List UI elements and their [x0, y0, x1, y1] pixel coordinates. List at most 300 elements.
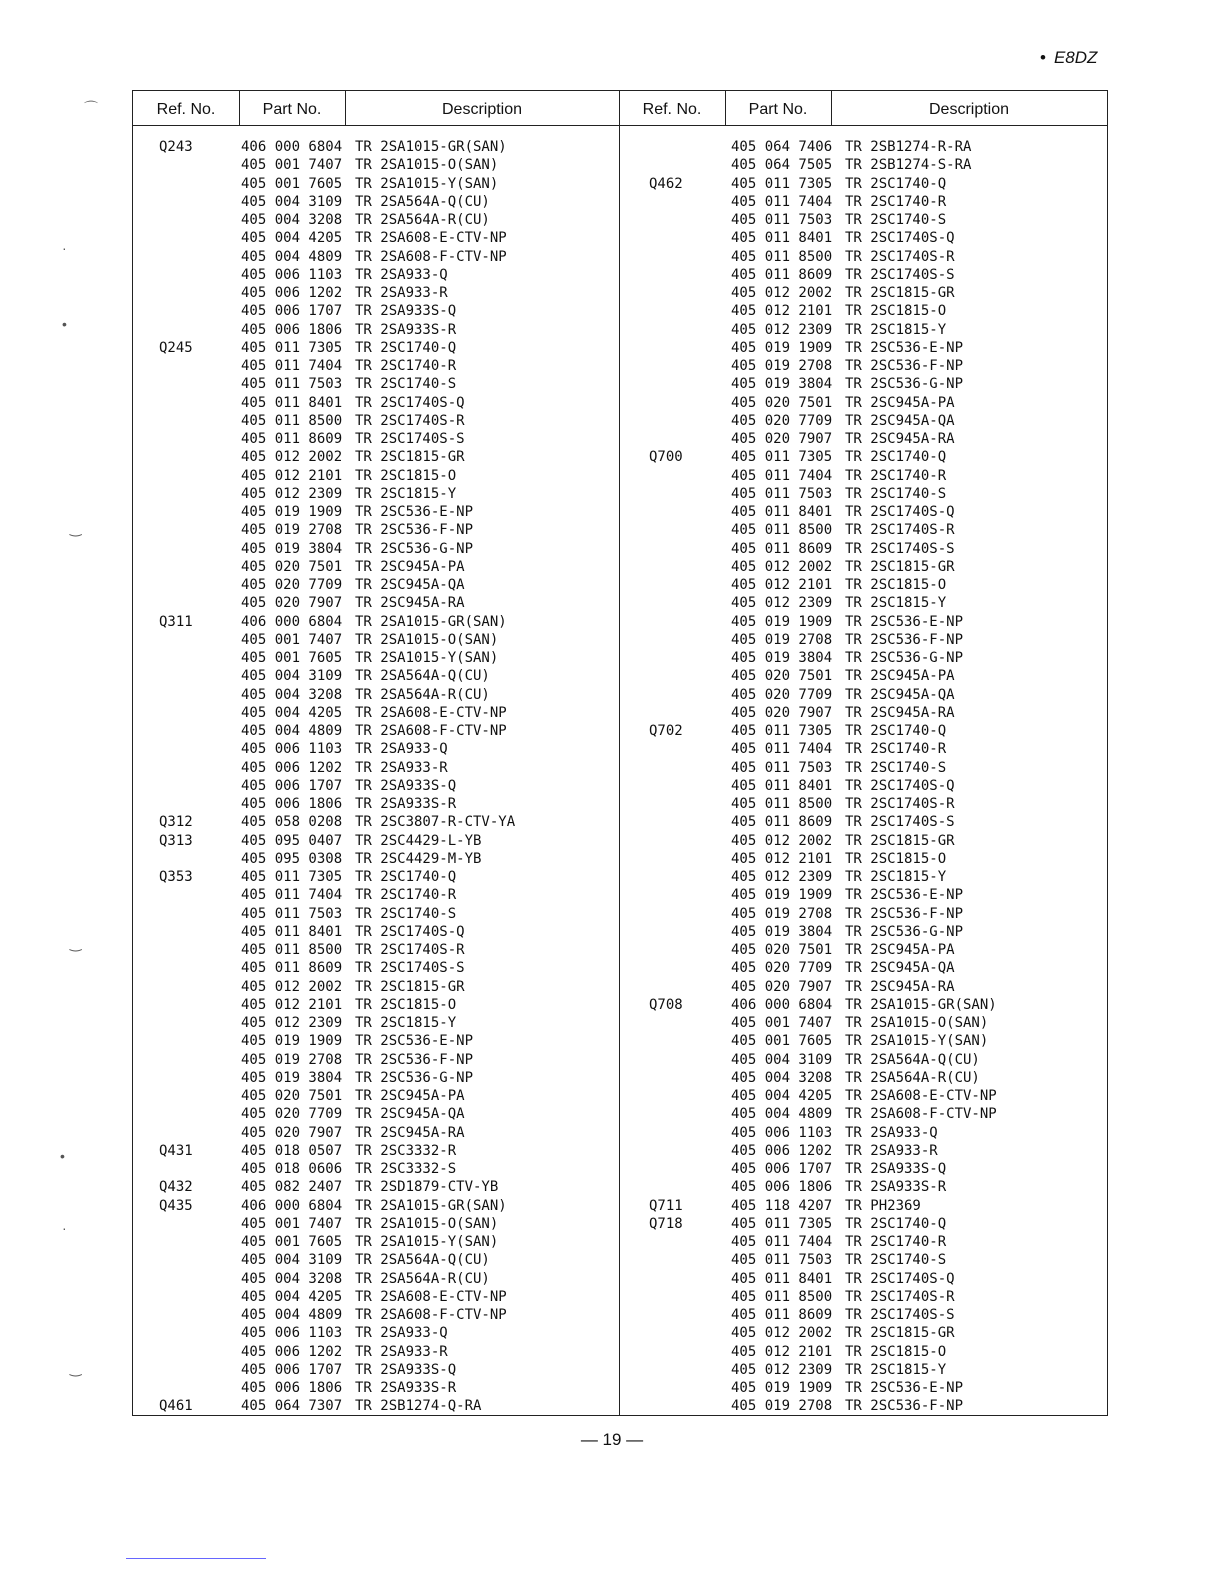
- table-row: [133, 558, 619, 576]
- table-row: [619, 1014, 1107, 1032]
- part-no: 405 006 1202: [241, 285, 343, 301]
- ref-no: Q432: [159, 1179, 193, 1196]
- description: TR 2SC1815-GR: [845, 558, 955, 575]
- description: TR 2SC1740-S: [355, 905, 457, 922]
- table-row: [619, 448, 1107, 466]
- left-rows: [133, 138, 619, 1416]
- table-row: [619, 1251, 1107, 1269]
- description: TR 2SC536-E-NP: [355, 504, 474, 520]
- part-no: 405 011 8500: [241, 942, 343, 958]
- part-no: 405 004 4205: [241, 230, 343, 247]
- part-no: 405 006 1806: [731, 1179, 833, 1196]
- ref-no: Q718: [649, 1215, 683, 1232]
- part-no: 405 118 4207: [731, 1197, 833, 1214]
- description: TR 2SC1815-Y: [355, 485, 457, 502]
- table-row: [619, 1160, 1107, 1178]
- table-row: [619, 412, 1107, 430]
- description: TR 2SA1015-Y(SAN): [355, 175, 499, 192]
- description: TR 2SC536-G-NP: [845, 650, 964, 666]
- description: TR 2SC1815-O: [355, 467, 457, 484]
- description: TR 2SC945A-PA: [355, 1088, 465, 1104]
- description: TR 2SC1740-Q: [355, 869, 457, 885]
- description: TR PH2369: [845, 1197, 921, 1214]
- description: TR 2SC1740-Q: [845, 723, 947, 739]
- description: TR 2SC945A-QA: [355, 577, 465, 593]
- description: TR 2SA933-R: [355, 1343, 448, 1360]
- table-row: [133, 302, 619, 320]
- part-no: 405 020 7907: [731, 978, 833, 995]
- part-no: 405 006 1806: [241, 796, 343, 812]
- part-no: 405 006 1103: [241, 1325, 343, 1342]
- table-row: [133, 467, 619, 485]
- description: TR 2SA1015-Y(SAN): [355, 650, 499, 666]
- part-no: 405 012 2002: [241, 449, 343, 466]
- scan-mark: ‿: [70, 935, 82, 951]
- description: TR 2SA1015-O(SAN): [355, 1215, 499, 1232]
- table-row: [619, 339, 1107, 357]
- table-row: [133, 193, 619, 211]
- table-row: [619, 1306, 1107, 1324]
- part-no: 405 019 1909: [241, 1033, 343, 1050]
- part-no: 405 004 4809: [241, 248, 343, 265]
- part-no: 405 018 0606: [241, 1161, 343, 1177]
- table-row: [619, 1397, 1107, 1415]
- ref-no: Q462: [649, 175, 683, 192]
- part-no: 406 000 6804: [241, 1197, 343, 1214]
- part-no: 405 020 7501: [731, 668, 833, 685]
- part-no: 405 012 2101: [731, 1343, 833, 1360]
- table-row: [619, 996, 1107, 1014]
- part-no: 405 019 2708: [731, 905, 833, 922]
- part-no: 405 020 7709: [731, 686, 833, 703]
- table-row: [619, 759, 1107, 777]
- table-row: [133, 941, 619, 959]
- description: TR 2SC945A-QA: [845, 412, 955, 429]
- part-no: 405 020 7907: [731, 431, 833, 447]
- table-row: [133, 1197, 619, 1215]
- description: TR 2SC1740S-R: [845, 248, 955, 265]
- description: TR 2SC1815-GR: [845, 832, 955, 849]
- part-no: 405 011 8609: [731, 814, 833, 831]
- part-no: 405 019 3804: [731, 650, 833, 666]
- description: TR 2SA933-R: [845, 1142, 938, 1159]
- part-no: 405 095 0308: [241, 850, 343, 867]
- table-row: [133, 448, 619, 466]
- description: TR 2SA1015-O(SAN): [355, 631, 499, 648]
- description: TR 2SA1015-O(SAN): [355, 157, 499, 174]
- table-row: [619, 740, 1107, 758]
- description: TR 2SC3807-R-CTV-YA: [355, 814, 516, 831]
- description: TR 2SC536-F-NP: [355, 1051, 474, 1068]
- table-row: [133, 886, 619, 904]
- table-row: [133, 795, 619, 813]
- description: TR 2SC945A-RA: [845, 978, 955, 995]
- table-row: [133, 1178, 619, 1196]
- part-no: 405 011 7305: [241, 869, 343, 885]
- table-row: [133, 321, 619, 339]
- description: TR 2SC945A-RA: [355, 595, 465, 612]
- table-row: [133, 1069, 619, 1087]
- part-no: 405 011 8609: [241, 431, 343, 447]
- part-no: 405 011 7503: [731, 485, 833, 502]
- table-row: [619, 777, 1107, 795]
- table-row: [133, 978, 619, 996]
- header-ref-right: Ref. No.: [642, 101, 702, 118]
- description: TR 2SC536-F-NP: [355, 522, 474, 539]
- table-row: [133, 1361, 619, 1379]
- part-no: 405 006 1202: [731, 1142, 833, 1159]
- table-row: [619, 266, 1107, 284]
- part-no: 405 012 2309: [241, 1015, 343, 1031]
- part-no: 405 012 2101: [241, 996, 343, 1013]
- part-no: 405 004 4809: [241, 723, 343, 739]
- description: TR 2SC1740S-S: [845, 540, 955, 557]
- table-row: [133, 1288, 619, 1306]
- description: TR 2SC1740-R: [845, 467, 947, 484]
- part-no: 405 019 1909: [241, 504, 343, 520]
- table-row: [619, 1215, 1107, 1233]
- description: TR 2SC536-F-NP: [845, 631, 964, 648]
- table-row: [619, 1178, 1107, 1196]
- part-no: 405 004 4205: [241, 1288, 343, 1305]
- part-no: 405 011 7305: [241, 339, 343, 356]
- description: TR 2SA933-R: [355, 759, 448, 776]
- description: TR 2SB1274-Q-RA: [355, 1398, 482, 1415]
- table-row: [619, 905, 1107, 923]
- table-row: [619, 978, 1107, 996]
- description: TR 2SC945A-RA: [355, 1124, 465, 1141]
- description: TR 2SC1740-Q: [355, 339, 457, 356]
- table-row: [133, 430, 619, 448]
- description: TR 2SC945A-PA: [845, 394, 955, 411]
- description: TR 2SC945A-QA: [355, 1106, 465, 1123]
- part-no: 405 012 2309: [731, 321, 833, 338]
- table-row: [133, 394, 619, 412]
- table-row: [619, 540, 1107, 558]
- description: TR 2SA608-F-CTV-NP: [355, 1307, 507, 1323]
- description: TR 2SC3332-R: [355, 1142, 457, 1159]
- table-row: [619, 1343, 1107, 1361]
- scan-mark: ·: [62, 240, 67, 256]
- table-row: [133, 923, 619, 941]
- table-row: [619, 321, 1107, 339]
- table-row: [619, 1124, 1107, 1142]
- table-row: [133, 1251, 619, 1269]
- part-no: 405 064 7505: [731, 157, 833, 174]
- part-no: 405 019 1909: [731, 339, 833, 356]
- table-row: [619, 175, 1107, 193]
- part-no: 405 001 7605: [241, 1234, 343, 1250]
- scan-mark: •: [62, 316, 67, 332]
- right-rows: [619, 138, 1107, 1416]
- part-no: 405 011 8401: [731, 504, 833, 520]
- table-row: [619, 1032, 1107, 1050]
- ref-no: Q702: [649, 723, 683, 739]
- part-no: 405 018 0507: [241, 1142, 343, 1159]
- description: TR 2SC1815-GR: [355, 449, 465, 466]
- table-row: [133, 156, 619, 174]
- description: TR 2SC536-G-NP: [845, 376, 964, 393]
- description: TR 2SC1815-O: [845, 577, 947, 593]
- table-row: [133, 1014, 619, 1032]
- part-no: 405 012 2002: [241, 978, 343, 995]
- description: TR 2SA1015-GR(SAN): [845, 996, 997, 1013]
- table-row: [619, 430, 1107, 448]
- table-row: [619, 613, 1107, 631]
- table-row: [619, 631, 1107, 649]
- description: TR 2SC1740-R: [845, 741, 947, 758]
- description: TR 2SC1740-Q: [845, 449, 947, 466]
- page-number: — 19 —: [580, 1430, 644, 1449]
- part-no: 405 020 7501: [731, 942, 833, 958]
- description: TR 2SC1740S-S: [845, 266, 955, 283]
- table-row: [133, 1105, 619, 1123]
- part-no: 405 019 3804: [731, 376, 833, 393]
- ref-no: Q461: [159, 1398, 193, 1415]
- description: TR 2SC1815-O: [355, 996, 457, 1013]
- description: TR 2SC1815-GR: [845, 285, 955, 301]
- part-no: 405 011 8609: [731, 1307, 833, 1323]
- part-no: 405 001 7605: [241, 650, 343, 666]
- part-no: 405 011 7503: [731, 759, 833, 776]
- part-no: 405 011 8401: [731, 1270, 833, 1287]
- part-no: 405 001 7407: [241, 157, 343, 174]
- description: TR 2SC1740S-Q: [845, 777, 955, 794]
- description: TR 2SC1740S-R: [355, 942, 465, 958]
- table-row: [133, 959, 619, 977]
- description: TR 2SC1740-R: [845, 193, 947, 210]
- table-row: [133, 1032, 619, 1050]
- table-row: [619, 485, 1107, 503]
- ref-no: Q245: [159, 339, 193, 356]
- part-no: 405 004 4809: [241, 1307, 343, 1323]
- description: TR 2SA564A-R(CU): [355, 686, 490, 703]
- part-no: 405 011 7404: [241, 358, 343, 374]
- part-no: 405 011 8500: [731, 248, 833, 265]
- part-no: 405 004 3208: [241, 1270, 343, 1287]
- table-row: [619, 1142, 1107, 1160]
- description: TR 2SB1274-S-RA: [845, 157, 972, 174]
- table-row: [133, 357, 619, 375]
- part-no: 405 020 7501: [241, 1088, 343, 1104]
- table-row: [133, 266, 619, 284]
- description: TR 2SC1815-O: [845, 850, 947, 867]
- table-row: [133, 613, 619, 631]
- part-no: 405 012 2002: [731, 285, 833, 301]
- part-no: 405 004 3208: [731, 1069, 833, 1086]
- description: TR 2SC1740S-Q: [845, 230, 955, 247]
- table-row: [619, 1379, 1107, 1397]
- ref-no: Q311: [159, 613, 193, 630]
- part-no: 405 020 7709: [731, 412, 833, 429]
- table-row: [133, 521, 619, 539]
- description: TR 2SC536-E-NP: [845, 613, 964, 630]
- table-row: [619, 1361, 1107, 1379]
- part-no: 405 011 8500: [241, 412, 343, 429]
- table-row: [133, 631, 619, 649]
- table-row: [133, 248, 619, 266]
- ref-no: Q431: [159, 1142, 193, 1159]
- part-no: 405 082 2407: [241, 1179, 343, 1196]
- table-row: [133, 1051, 619, 1069]
- table-row: [619, 923, 1107, 941]
- description: TR 2SA564A-Q(CU): [355, 193, 490, 210]
- description: TR 2SC536-F-NP: [845, 905, 964, 922]
- header-ref-left: Ref. No.: [156, 101, 216, 118]
- description: TR 2SC536-F-NP: [845, 1398, 964, 1415]
- description: TR 2SC1740-S: [845, 1252, 947, 1269]
- table-row: [133, 1087, 619, 1105]
- table-row: [133, 813, 619, 831]
- scan-line: [126, 1558, 266, 1559]
- table-row: [133, 576, 619, 594]
- part-no: 405 011 7404: [241, 887, 343, 904]
- description: TR 2SA608-E-CTV-NP: [355, 704, 507, 721]
- description: TR 2SA933-Q: [355, 1325, 448, 1342]
- part-no: 405 001 7605: [731, 1033, 833, 1050]
- header-desc-left: Description: [441, 101, 523, 118]
- part-no: 405 064 7406: [731, 139, 833, 155]
- part-no: 405 019 2708: [731, 358, 833, 374]
- part-no: 405 011 7404: [731, 193, 833, 210]
- scan-mark: ⌒: [84, 100, 98, 116]
- table-row: [619, 594, 1107, 612]
- description: TR 2SC536-G-NP: [845, 923, 964, 940]
- part-no: 405 019 3804: [731, 923, 833, 940]
- part-no: 405 019 2708: [731, 1398, 833, 1415]
- part-no: 405 012 2002: [731, 1325, 833, 1342]
- description: TR 2SC945A-RA: [845, 431, 955, 447]
- description: TR 2SC945A-QA: [845, 686, 955, 703]
- part-no: 405 012 2309: [731, 869, 833, 885]
- ref-no: Q243: [159, 139, 193, 155]
- part-no: 405 011 7404: [731, 467, 833, 484]
- description: TR 2SA1015-Y(SAN): [355, 1234, 499, 1250]
- description: TR 2SC536-E-NP: [845, 339, 964, 356]
- part-no: 405 064 7307: [241, 1398, 343, 1415]
- description: TR 2SC1815-Y: [355, 1015, 457, 1031]
- table-row: [133, 759, 619, 777]
- table-row: [619, 193, 1107, 211]
- description: TR 2SA933S-Q: [355, 303, 457, 320]
- scan-mark: ‿: [70, 520, 82, 536]
- description: TR 2SA1015-GR(SAN): [355, 613, 507, 630]
- part-no: 405 004 4205: [731, 1088, 833, 1104]
- part-no: 405 004 3208: [241, 686, 343, 703]
- description: TR 2SA564A-R(CU): [845, 1069, 980, 1086]
- part-no: 405 012 2002: [731, 832, 833, 849]
- description: TR 2SC536-E-NP: [355, 1033, 474, 1050]
- description: TR 2SC1815-Y: [845, 1361, 947, 1378]
- description: TR 2SA608-E-CTV-NP: [845, 1088, 997, 1104]
- part-no: 405 011 7305: [731, 723, 833, 739]
- description: TR 2SA933S-R: [355, 796, 457, 812]
- part-no: 405 020 7501: [241, 558, 343, 575]
- part-no: 405 012 2309: [731, 1361, 833, 1378]
- table-row: [133, 375, 619, 393]
- part-no: 405 019 1909: [731, 1380, 833, 1396]
- table-row: [619, 941, 1107, 959]
- part-no: 405 004 3109: [241, 1252, 343, 1269]
- description: TR 2SC1815-Y: [845, 869, 947, 885]
- description: TR 2SC1740-S: [355, 376, 457, 393]
- part-no: 405 011 8401: [731, 777, 833, 794]
- table-row: [133, 175, 619, 193]
- table-row: [619, 649, 1107, 667]
- part-no: 405 006 1707: [241, 303, 343, 320]
- table-row: [619, 1105, 1107, 1123]
- description: TR 2SA933-Q: [355, 741, 448, 758]
- table-row: [133, 229, 619, 247]
- part-no: 405 019 2708: [241, 1051, 343, 1068]
- part-no: 405 001 7407: [731, 1015, 833, 1031]
- description: TR 2SA933-Q: [355, 266, 448, 283]
- description: TR 2SC945A-PA: [845, 942, 955, 958]
- description: TR 2SC1740S-R: [355, 412, 465, 429]
- part-no: 405 020 7907: [241, 595, 343, 612]
- description: TR 2SC4429-L-YB: [355, 832, 482, 849]
- table-row: [619, 1270, 1107, 1288]
- part-no: 405 004 3109: [731, 1051, 833, 1068]
- part-no: 405 011 7503: [241, 905, 343, 922]
- description: TR 2SA564A-R(CU): [355, 212, 490, 228]
- table-row: [133, 339, 619, 357]
- description: TR 2SA933S-R: [355, 321, 457, 338]
- part-no: 405 011 8609: [731, 266, 833, 283]
- description: TR 2SC1740S-R: [845, 522, 955, 539]
- part-no: 405 019 1909: [731, 613, 833, 630]
- table-row: [133, 138, 619, 156]
- part-no: 405 006 1707: [241, 1361, 343, 1378]
- part-no: 405 006 1707: [241, 777, 343, 794]
- description: TR 2SC1740-S: [845, 759, 947, 776]
- part-no: 405 006 1806: [241, 1380, 343, 1396]
- part-no: 405 011 8609: [241, 960, 343, 977]
- part-no: 405 006 1103: [241, 741, 343, 758]
- table-row: [133, 1215, 619, 1233]
- table-row: [133, 540, 619, 558]
- part-no: 405 011 8401: [241, 394, 343, 411]
- description: TR 2SA933S-Q: [845, 1161, 947, 1177]
- part-no: 405 011 8500: [731, 1288, 833, 1305]
- table-row: [133, 1324, 619, 1342]
- part-no: 405 012 2309: [731, 595, 833, 612]
- description: TR 2SC1740-R: [355, 358, 457, 374]
- part-no: 405 004 3109: [241, 668, 343, 685]
- description: TR 2SA1015-Y(SAN): [845, 1033, 989, 1050]
- table-row: [133, 996, 619, 1014]
- ref-no: Q312: [159, 814, 193, 831]
- description: TR 2SC1815-Y: [845, 321, 947, 338]
- part-no: 405 012 2101: [731, 850, 833, 867]
- description: TR 2SC1815-Y: [845, 595, 947, 612]
- scan-mark: •: [60, 1148, 65, 1164]
- description: TR 2SD1879-CTV-YB: [355, 1179, 499, 1196]
- part-no: 405 019 2708: [241, 522, 343, 539]
- part-no: 405 020 7907: [241, 1124, 343, 1141]
- part-no: 405 020 7501: [731, 394, 833, 411]
- description: TR 2SC1740-R: [845, 1234, 947, 1250]
- part-no: 406 000 6804: [241, 613, 343, 630]
- description: TR 2SC1740S-Q: [355, 394, 465, 411]
- description: TR 2SC1740-S: [845, 485, 947, 502]
- table-row: [619, 1197, 1107, 1215]
- part-no: 405 020 7709: [731, 960, 833, 977]
- description: TR 2SC3332-S: [355, 1161, 457, 1177]
- ref-no: Q700: [649, 449, 683, 466]
- part-no: 405 004 3208: [241, 212, 343, 228]
- description: TR 2SC1740-Q: [845, 175, 947, 192]
